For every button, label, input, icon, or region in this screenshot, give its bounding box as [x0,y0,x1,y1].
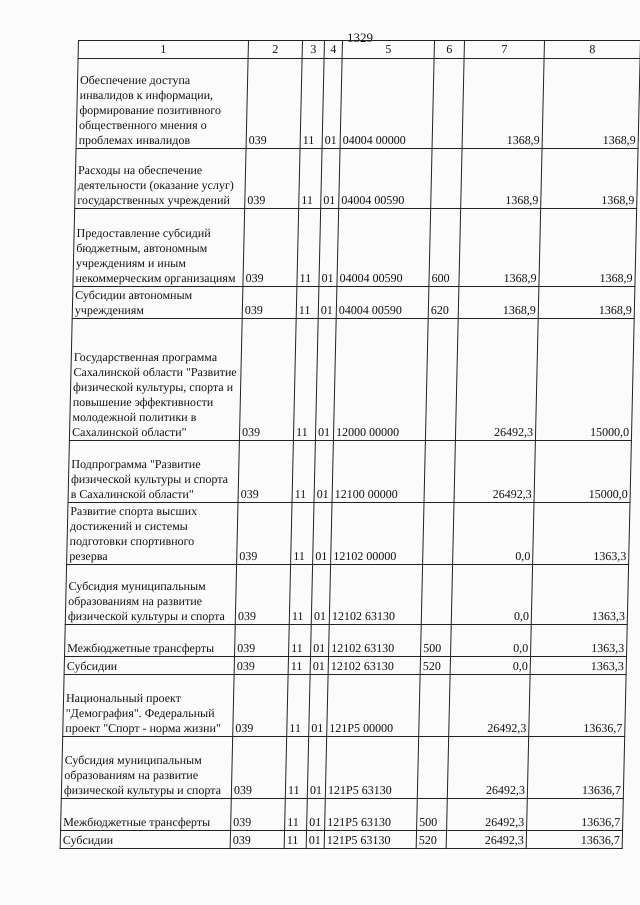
table-row [60,831,622,849]
table-row [75,149,638,209]
cell-amount-8: 13636,7 [527,737,624,799]
col-header-6: 6 [434,41,464,59]
cell-section: 11 [284,831,306,849]
row-name: Субсидия муниципальным образованиям на развитие физической культуры и спорта [65,565,236,625]
table-row [76,59,640,149]
cell-ministry: 039 [235,625,290,657]
cell-amount-7: 1368,9 [459,209,541,287]
cell-subsection: 01 [307,799,326,831]
row-name: Расходы на обеспечение деятельности (оказание услуг) государственных учреждений [75,149,246,209]
cell-amount-8: 13636,7 [529,675,626,737]
table-row [72,287,635,319]
cell-amount-7: 26492,3 [447,799,528,831]
row-name: Субсидии [60,831,230,849]
cell-expense-type: 520 [420,657,450,675]
table-row [64,657,626,675]
budget-table [60,40,640,849]
cell-section: 11 [289,625,312,657]
row-name: Подпрограмма "Развитие физической культуры и спорта в Сахалинской области" [68,441,239,503]
cell-ministry: 039 [235,565,290,625]
cell-section: 11 [293,319,318,441]
row-name: Субсидии [64,657,234,675]
cell-subsection: 01 [321,149,340,209]
cell-section: 11 [289,565,312,625]
cell-target-article: 12102 63130 [329,565,422,625]
row-name: Межбюджетные трансферты [65,625,236,657]
cell-amount-7: 26492,3 [454,441,535,503]
cell-section: 11 [291,503,314,565]
cell-section: 11 [288,657,310,675]
cell-amount-7: 26492,3 [455,319,538,441]
cell-section: 11 [296,287,319,319]
cell-subsection: 01 [307,737,326,799]
cell-target-article: 04004 00590 [337,209,431,287]
row-name: Обеспечение доступа инвалидов к информации, формирование позитивного общественного мнения о проблемах инвалидов [76,59,248,149]
table-row [67,503,630,565]
cell-amount-8: 1368,9 [539,209,637,287]
cell-amount-8: 1363,3 [533,503,630,565]
cell-ministry: 039 [231,799,286,831]
row-name: Развитие спорта высших достижений и системы подготовки спортивного резерва [67,503,238,565]
col-header-7: 7 [464,41,544,59]
row-name: Межбюджетные трансферты [61,799,232,831]
cell-expense-type [417,737,448,799]
cell-ministry: 039 [234,657,288,675]
cell-amount-7: 26492,3 [449,675,530,737]
cell-target-article: 121P5 00000 [327,675,420,737]
cell-target-article: 121P5 63130 [325,799,418,831]
cell-expense-type [425,319,458,441]
cell-ministry: 039 [239,319,296,441]
cell-subsection: 01 [311,625,330,657]
cell-amount-8: 1363,3 [531,625,628,657]
table-row [65,565,628,625]
table-row [61,737,624,799]
page-number: 1329 [347,30,373,45]
cell-expense-type [424,441,455,503]
cell-amount-8: 13636,7 [527,799,624,831]
col-header-1: 1 [78,41,248,59]
cell-expense-type [431,149,462,209]
col-header-8: 8 [544,41,640,59]
header-row [78,41,640,59]
cell-amount-7: 0,0 [451,565,532,625]
cell-ministry: 039 [230,831,284,849]
table-row [73,209,637,287]
table-row [65,625,628,657]
cell-target-article: 04004 00590 [339,149,432,209]
cell-expense-type: 500 [417,799,448,831]
cell-section: 11 [299,149,322,209]
cell-ministry: 039 [246,59,302,149]
cell-target-article: 12100 00000 [332,441,425,503]
cell-amount-7: 0,0 [451,625,532,657]
cell-target-article: 12102 63130 [329,625,422,657]
cell-amount-8: 1363,3 [531,565,628,625]
cell-ministry: 039 [245,149,300,209]
cell-section: 11 [285,737,308,799]
cell-expense-type: 600 [429,209,461,287]
cell-expense-type [432,59,464,149]
cell-subsection: 01 [319,209,339,287]
cell-section: 11 [300,59,324,149]
cell-ministry: 039 [243,209,299,287]
cell-ministry: 039 [237,503,292,565]
table-row [69,319,634,441]
cell-amount-8: 15000,0 [535,319,634,441]
cell-subsection: 01 [314,441,333,503]
cell-amount-8: 13636,7 [526,831,622,849]
cell-subsection: 01 [306,831,324,849]
cell-target-article: 04004 00000 [340,59,434,149]
cell-amount-7: 26492,3 [446,831,526,849]
cell-target-article: 12102 00000 [331,503,424,565]
cell-target-article: 121P5 63130 [325,737,418,799]
cell-section: 11 [287,675,310,737]
cell-subsection: 01 [309,675,328,737]
cell-subsection: 01 [318,287,337,319]
cell-amount-8: 15000,0 [534,441,631,503]
cell-subsection: 01 [310,657,328,675]
cell-ministry: 039 [238,441,293,503]
cell-target-article: 12102 63130 [328,657,420,675]
cell-ministry: 039 [233,675,288,737]
cell-expense-type [423,503,454,565]
cell-expense-type [421,565,452,625]
cell-amount-8: 1363,3 [530,657,626,675]
cell-amount-7: 1368,9 [461,149,542,209]
cell-expense-type: 620 [428,287,459,319]
col-header-4: 4 [324,41,342,59]
cell-section: 11 [292,441,315,503]
cell-section: 11 [285,799,308,831]
cell-amount-7: 0,0 [453,503,534,565]
row-name: Предоставление субсидий бюджетным, автономным учреждениям и иным некоммерческим организациям [73,209,245,287]
cell-section: 11 [297,209,321,287]
cell-subsection: 01 [322,59,342,149]
table-row [61,799,624,831]
col-header-2: 2 [248,41,302,59]
cell-amount-7: 1368,9 [458,287,539,319]
row-name: Субсидия муниципальным образованиям на развитие физической культуры и спорта [61,737,232,799]
cell-amount-8: 1368,9 [538,287,635,319]
cell-amount-8: 1368,9 [541,149,638,209]
row-name: Государственная программа Сахалинской области "Развитие физической культуры, спорта и повышение эффективности молодежной политики в Сахалинской области" [69,319,242,441]
cell-subsection: 01 [313,503,332,565]
col-header-3: 3 [302,41,324,59]
cell-ministry: 039 [242,287,297,319]
cell-target-article: 12000 00000 [333,319,428,441]
row-name: Национальный проект "Демография". Федеральный проект "Спорт - норма жизни" [63,675,234,737]
col-header-5: 5 [342,41,434,59]
cell-ministry: 039 [231,737,286,799]
cell-subsection: 01 [311,565,330,625]
cell-expense-type: 520 [416,831,446,849]
cell-subsection: 01 [315,319,336,441]
row-name: Субсидии автономным учреждениям [72,287,243,319]
cell-amount-7: 0,0 [450,657,530,675]
table-row [68,441,631,503]
cell-expense-type [419,675,450,737]
cell-target-article: 121P5 63130 [324,831,416,849]
table-row [63,675,626,737]
cell-expense-type: 500 [421,625,452,657]
cell-target-article: 04004 00590 [336,287,429,319]
cell-amount-7: 26492,3 [447,737,528,799]
cell-amount-7: 1368,9 [462,59,544,149]
cell-amount-8: 1368,9 [542,59,640,149]
